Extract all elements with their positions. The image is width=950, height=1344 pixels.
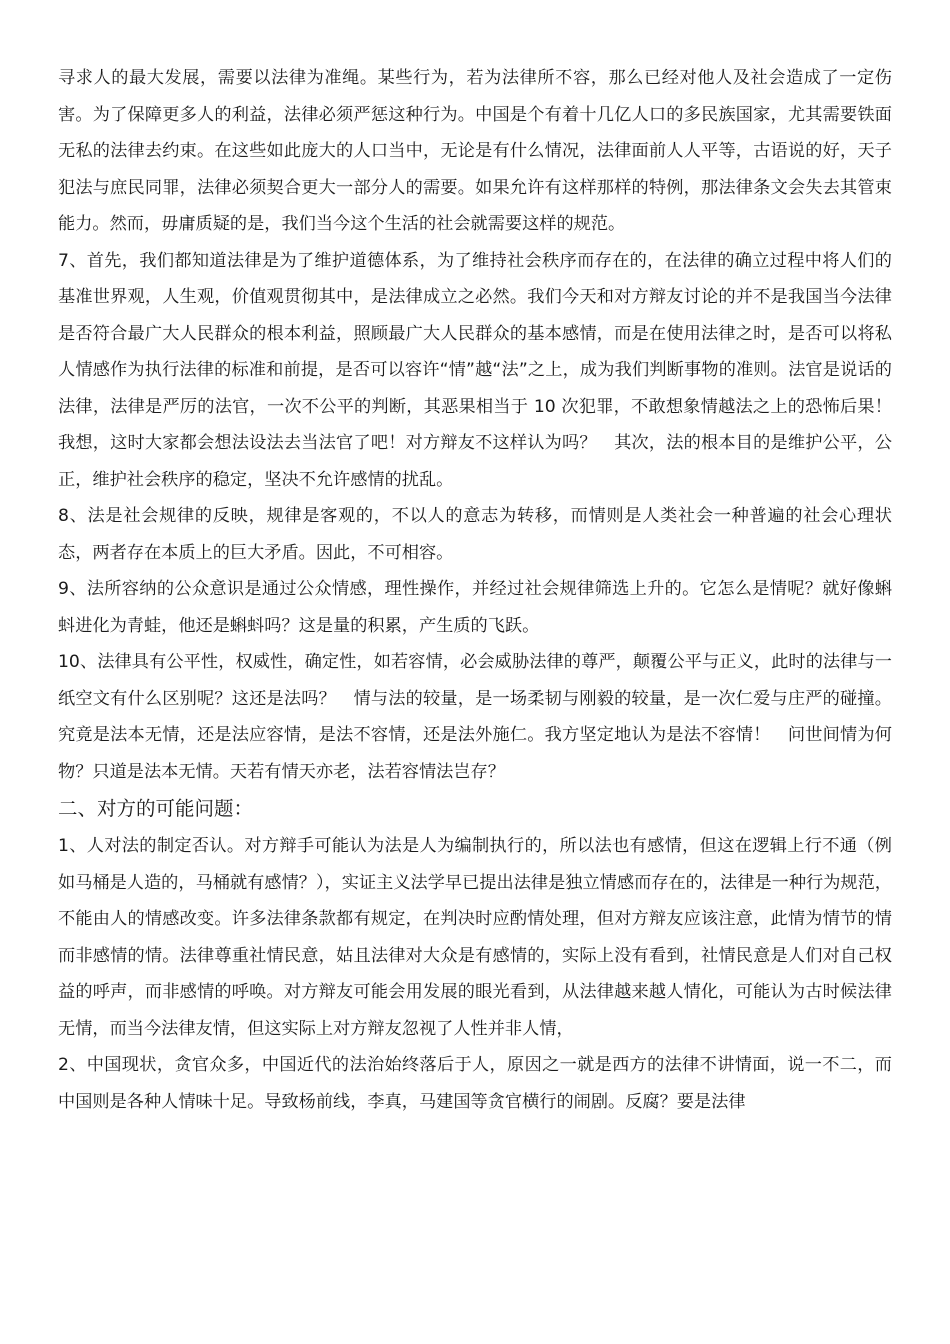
paragraph-question-1: 1、人对法的制定否认。对方辩手可能认为法是人为编制执行的，所以法也有感情，但这在逻辑上行不通（例如马桶是人造的，马桶就有感情？），实证主义法学早已提出法律是独立情感而存在的，法律是一种行为规范，不能由人的情感改变。许多法律条款都有规定，在判决时应酌情处理，但对方辩友应该注意，此情为情节的情而非感情的情。法律尊重社情民意，姑且法律对大众是有感情的，实际上没有看到，社情民意是人们对自己权益的呼声，而非感情的呼唤。对方辩友可能会用发展的眼光看到，从法律越来越人情化，可能认为古时候法律无情，而当今法律友情，但这实际上对方辩友忽视了人性并非人情， xyxy=(58,836,892,1039)
paragraph-point-7: 7、首先，我们都知道法律是为了维护道德体系，为了维持社会秩序而存在的，在法律的确立过程中将人们的基准世界观，人生观，价值观贯彻其中，是法律成立之必然。我们今天和对方辩友讨论的并不是我国当今法律是否符合最广大人民群众的根本利益，照顾最广大人民群众的基本感情，而是在使用法律之时，是否可以将私人情感作为执行法律的标准和前提，是否可以容许“情”越“法”之上，成为我们判断事物的准则。法官是说话的法律，法律是严厉的法官，一次不公平的判断，其恶果相当于 10 次犯罪，不敢想象情越法之上的恐怖后果！我想，这时大家都会想法设法去当法官了吧！对方辩友不这样认为吗？ 其次，法的根本目的是维护公平，公正，维护社会秩序的稳定，坚决不允许感情的扰乱。 xyxy=(58,250,892,490)
paragraph-continuation: 寻求人的最大发展，需要以法律为准绳。某些行为，若为法律所不容，那么已经对他人及社会造成了一定伤害。为了保障更多人的利益，法律必须严惩这种行为。中国是个有着十几亿人口的多民族国家，尤其需要铁面无私的法律去约束。在这些如此庞大的人口当中，无论是有什么情况，法律面前人人平等，古语说的好，天子犯法与庶民同罪，法律必须契合更大一部分人的需要。如果允许有这样那样的特例，那法律条文会失去其管束能力。然而，毋庸质疑的是，我们当今这个生活的社会就需要这样的规范。 xyxy=(58,68,892,234)
paragraph-point-8: 8、法是社会规律的反映，规律是客观的，不以人的意志为转移，而情则是人类社会一种普遍的社会心理状态，两者存在本质上的巨大矛盾。因此，不可相容。 xyxy=(58,506,892,563)
paragraph-question-2: 2、中国现状，贪官众多，中国近代的法治始终落后于人，原因之一就是西方的法律不讲情面，说一不二，而中国则是各种人情味十足。导致杨前线，李真，马建国等贪官横行的闹剧。反腐？要是法律 xyxy=(58,1055,892,1112)
paragraph-point-9: 9、法所容纳的公众意识是通过公众情感，理性操作，并经过社会规律筛选上升的。它怎么是情呢？就好像蝌蚪进化为青蛙，他还是蝌蚪吗？这是量的积累，产生质的飞跃。 xyxy=(58,579,892,636)
paragraph-point-10: 10、法律具有公平性，权威性，确定性，如若容情，必会威胁法律的尊严，颠覆公平与正义，此时的法律与一纸空文有什么区别呢？这还是法吗？ 情与法的较量，是一场柔韧与刚毅的较量，是一次仁爱与庄严的碰撞。究竟是法本无情，还是法应容情，是法不容情，还是法外施仁。我方坚定地认为是法不容情！ 问世间情为何物？只道是法本无情。天若有情天亦老，法若容情法岂存？ xyxy=(58,652,892,782)
section-heading: 二、对方的可能问题： xyxy=(58,797,254,820)
